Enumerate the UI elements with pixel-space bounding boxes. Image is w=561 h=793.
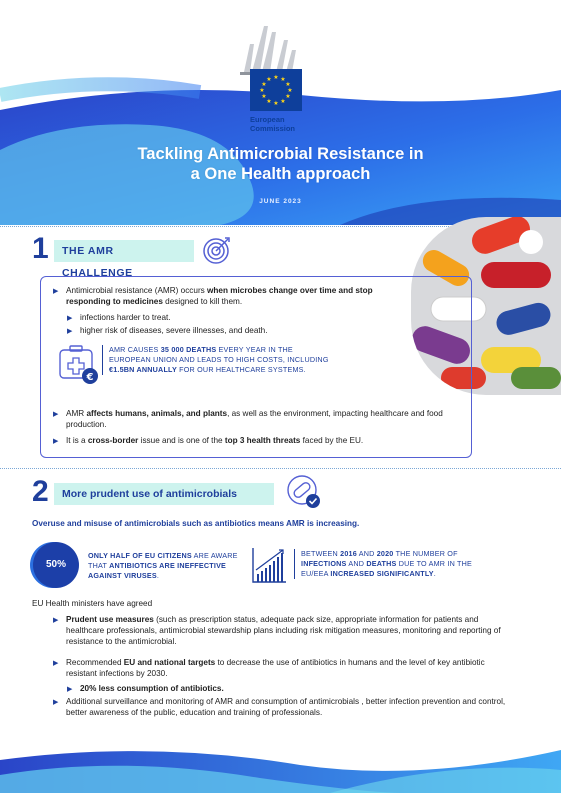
target-icon bbox=[201, 234, 233, 266]
infections-increase-stat bbox=[294, 549, 494, 579]
stat3-mid2: DUE TO AMR IN THE EU/EEA bbox=[301, 559, 473, 578]
ministers-agreed-label: EU Health ministers have agreed bbox=[32, 599, 153, 608]
bullet-arrow-icon: ▶ bbox=[67, 686, 73, 693]
svg-text:€: € bbox=[86, 372, 94, 383]
stat3-b5: INCREASED SIGNIFICANTLY bbox=[330, 569, 434, 578]
bullet-arrow-icon: ▶ bbox=[53, 438, 59, 445]
b3-bold1: cross-border bbox=[87, 436, 139, 445]
sub-bullet-1 bbox=[67, 312, 380, 323]
divider bbox=[0, 468, 561, 469]
stat1-bold1: 35 000 DEATHS bbox=[160, 345, 217, 354]
b3-bold2: top 3 health threats bbox=[224, 436, 301, 445]
bullet-arrow-icon: ▶ bbox=[53, 617, 59, 624]
bullet-amr-definition bbox=[53, 285, 388, 307]
bullet-arrow-icon: ▶ bbox=[53, 699, 59, 706]
svg-text:★: ★ bbox=[273, 100, 279, 107]
c3-text: Additional surveillance and monitoring of AMR and consumption of antimicrobials , better infection prevention and control, better awareness of the public, education and training of professionals. bbox=[66, 697, 506, 717]
svg-text:★: ★ bbox=[273, 74, 279, 81]
eu-flag-icon bbox=[250, 69, 302, 111]
medical-kit-euro-icon bbox=[58, 344, 102, 386]
stat3-b4: DEATHS bbox=[366, 559, 397, 568]
section2-heading: More prudent use of antimicrobials bbox=[54, 483, 274, 505]
stat3-pre: BETWEEN bbox=[301, 549, 341, 558]
logo-line2: Commission bbox=[250, 124, 296, 133]
svg-text:★: ★ bbox=[259, 87, 265, 94]
bullet-targets bbox=[53, 657, 506, 679]
bullet-surveillance bbox=[53, 696, 506, 718]
footer-waves bbox=[0, 720, 561, 793]
b2-post: , as well as the environment, impacting healthcare and food production. bbox=[66, 409, 443, 429]
stat3-and2: AND bbox=[346, 559, 367, 568]
b1-bold: when microbes change over time and stop responding to medicines bbox=[66, 286, 373, 306]
stat1-mid: EVERY YEAR IN THE EUROPEAN UNION AND LEADS TO HIGH COSTS, INCLUDING bbox=[109, 345, 329, 364]
b3-mid: issue and is one of the bbox=[138, 436, 225, 445]
bullet-prudent-use bbox=[53, 614, 506, 647]
svg-text:★: ★ bbox=[266, 98, 272, 105]
page-title bbox=[0, 144, 561, 184]
fifty-percent-badge: 50% bbox=[33, 542, 79, 588]
c1-bold: Prudent use measures bbox=[66, 615, 154, 624]
stat3-b3: INFECTIONS bbox=[301, 559, 347, 568]
b2-bold: affects humans, animals, and plants bbox=[86, 409, 228, 418]
rising-chart-icon bbox=[250, 546, 288, 586]
sub-bullet-20-percent bbox=[67, 683, 380, 694]
title-line1: Tackling Antimicrobial Resistance in bbox=[137, 145, 424, 163]
pill-check-icon bbox=[286, 474, 322, 510]
title-line2: a One Health approach bbox=[190, 165, 371, 183]
sub-bullet-2 bbox=[67, 325, 380, 336]
b1-post: designed to kill them. bbox=[162, 297, 243, 306]
bullet-arrow-icon: ▶ bbox=[67, 328, 73, 335]
stat3-post: . bbox=[433, 569, 436, 578]
stat3-b2: 2020 bbox=[376, 549, 394, 558]
stat3-and: AND bbox=[356, 549, 377, 558]
b3-post: faced by the EU. bbox=[300, 436, 364, 445]
bullet-arrow-icon: ▶ bbox=[53, 660, 59, 667]
c1-post: (such as prescription status, adequate pack size, appropriate information for patients and healthcare professionals, antimicrobial stewardship plans including risk mitigation measures, monitoring and reporting of resistance to the antimicrobial. bbox=[66, 615, 501, 646]
svg-text:★: ★ bbox=[280, 98, 286, 105]
c2-sub: 20% less consumption of antibiotics. bbox=[80, 684, 224, 693]
stat2-post: . bbox=[156, 571, 160, 580]
section2-number: 2 bbox=[32, 475, 49, 508]
stat2-bold2: ANTIBIOTICS ARE INEFFECTIVE AGAINST VIRUSES bbox=[88, 561, 227, 580]
c2-bold: EU and national targets bbox=[123, 658, 216, 667]
svg-text:★: ★ bbox=[280, 76, 286, 83]
section1-heading: THE AMR CHALLENGE bbox=[54, 240, 194, 262]
sub2-text: higher risk of diseases, severe illnesses, and death. bbox=[80, 326, 268, 335]
svg-text:★: ★ bbox=[285, 81, 291, 88]
svg-text:★: ★ bbox=[261, 81, 267, 88]
stat1-bold2: €1.5BN ANNUALLY bbox=[109, 365, 177, 374]
b3-pre: It is a bbox=[66, 436, 88, 445]
svg-text:★: ★ bbox=[287, 87, 293, 94]
bullet-one-health bbox=[53, 408, 464, 430]
sub1-text: infections harder to treat. bbox=[80, 313, 171, 322]
c2-post: to decrease the use of antibiotics in humans and the level of key antibiotic resistant infections by 2030. bbox=[66, 658, 485, 678]
svg-text:★: ★ bbox=[266, 76, 272, 83]
bullet-cross-border bbox=[53, 435, 464, 446]
logo-label bbox=[250, 115, 295, 133]
stat1-pre: AMR CAUSES bbox=[109, 345, 161, 354]
section1-number: 1 bbox=[32, 232, 49, 265]
stat3-b1: 2016 bbox=[340, 549, 357, 558]
b2-pre: AMR bbox=[66, 409, 87, 418]
publication-date: JUNE 2023 bbox=[259, 198, 302, 205]
stat2-bold1: ONLY HALF OF EU CITIZENS bbox=[88, 551, 192, 560]
bullet-arrow-icon: ▶ bbox=[53, 288, 59, 295]
bullet-arrow-icon: ▶ bbox=[67, 315, 73, 322]
section2-intro: Overuse and misuse of antimicrobials such as antibiotics means AMR is increasing. bbox=[32, 519, 360, 528]
svg-text:★: ★ bbox=[261, 93, 267, 100]
awareness-stat bbox=[88, 551, 240, 581]
logo-line1: European bbox=[250, 115, 285, 124]
stat2-mid: ARE AWARE THAT bbox=[88, 551, 238, 570]
stat1-post: FOR OUR HEALTHCARE SYSTEMS. bbox=[176, 365, 306, 374]
bullet-arrow-icon: ▶ bbox=[53, 411, 59, 418]
stat3-mid: THE NUMBER OF bbox=[393, 549, 458, 558]
amr-deaths-stat bbox=[102, 345, 332, 375]
c2-pre: Recommended bbox=[66, 658, 124, 667]
european-commission-logo bbox=[224, 22, 316, 133]
b1-text: Antimicrobial resistance (AMR) occurs bbox=[66, 286, 208, 295]
svg-text:★: ★ bbox=[285, 93, 291, 100]
